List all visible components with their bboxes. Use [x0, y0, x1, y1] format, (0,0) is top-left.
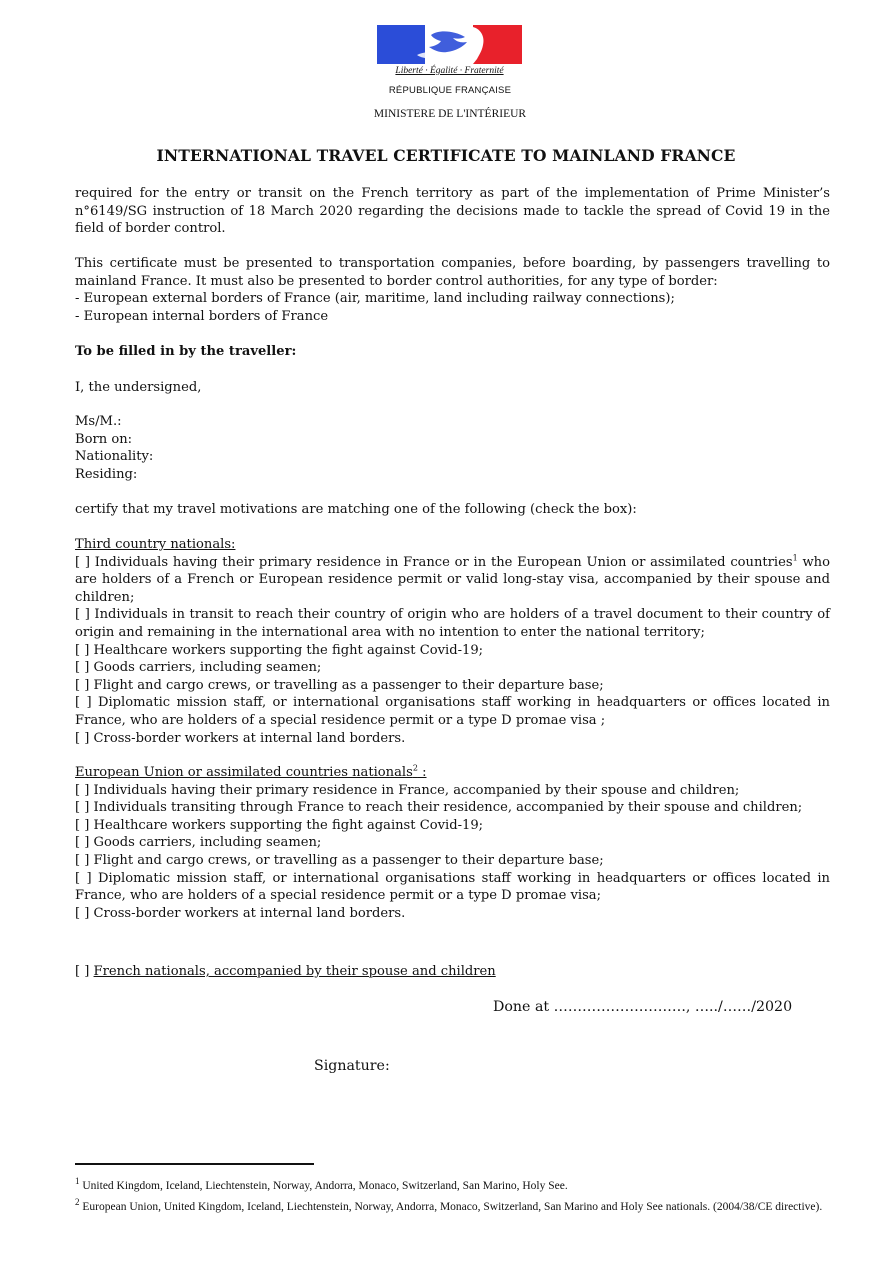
checkbox-item[interactable]: [ ] Cross-border workers at internal land borders. [75, 730, 406, 746]
footnote-2: $^2$ European Union, United Kingdom, Iceland, Liechtenstein, Norway, Andorra, Monaco, Switzerland, San Marino and Holy See nationals. (2004/38/CE directive). [75, 1197, 823, 1213]
done-at-field[interactable]: Done at ………………………., …../……/2020 [493, 999, 793, 1015]
traveller-heading: To be filled in by the traveller: [75, 344, 297, 359]
signature-field[interactable]: Signature: [314, 1058, 390, 1074]
checkbox-item[interactable]: [ ] Flight and cargo crews, or travelling as a passenger to their departure base; [75, 677, 604, 693]
third-country-heading: Third country nationals: [75, 537, 236, 552]
presentation-text: This certificate must be presented to transportation companies, before boarding, by passengers travelling to mainland France. It must also be presented to border control authorities, for any type of border: [75, 256, 830, 289]
checkbox-item[interactable]: [ ] Individuals in transit to reach their country of origin who are holders of a travel document to their country of origin and remaining in the international area with no intention to enter the national territory; [75, 607, 830, 640]
border-item: - European external borders of France (air, maritime, land including railway connections); [75, 291, 675, 307]
third-country-section [75, 536, 830, 747]
checkbox-item[interactable]: [ ] Diplomatic mission staff, or international organisations staff working in headquarters or offices located in France, who are holders of a special residence permit or a type D promae visa; [75, 870, 830, 904]
checkbox-item[interactable]: [ ] Cross-border workers at internal land borders. [75, 905, 406, 921]
checkbox-item[interactable]: [ ] Goods carriers, including seamen; [75, 835, 322, 851]
intro-paragraph: required for the entry or transit on the French territory as part of the implementation of Prime Minister’s n°6149/SG instruction of 18 March 2020 regarding the decisions made to tackle the spread of Covid 19 in the field of border control. [75, 186, 830, 237]
name-field[interactable]: Ms/M.: [75, 414, 122, 429]
eu-nationals-section [75, 764, 830, 922]
footnote-1: $^1$ United Kingdom, Iceland, Liechtenstein, Norway, Andorra, Monaco, Switzerland, San Marino, Holy See. [75, 1176, 568, 1192]
french-nationals-item[interactable]: [ ] French nationals, accompanied by their spouse and children [75, 964, 496, 979]
marianne-logo [377, 25, 522, 64]
ministry-name: MINISTERE DE L'INTÉRIEUR [373, 108, 527, 120]
border-item: - European internal borders of France [75, 308, 329, 324]
residence-field[interactable]: Residing: [75, 466, 138, 482]
checkbox-item[interactable]: [ ] Individuals having their primary residence in France or in the European Union or assimilated countries$^1$ who are holders of a French or European residence permit or valid long-stay visa, accompanied by their spouse and children; [75, 553, 830, 605]
nationality-field[interactable]: Nationality: [75, 449, 154, 465]
checkbox-item[interactable]: [ ] Diplomatic mission staff, or international organisations staff working in headquarters or offices located in France, who are holders of a special residence permit or a type D promae visa ; [75, 695, 830, 728]
checkbox-item[interactable]: [ ] Individuals transiting through France to reach their residence, accompanied by their spouse and children; [75, 800, 803, 816]
republic-name: RÉPUBLIQUE FRANÇAISE [388, 85, 512, 96]
certify-text: certify that my travel motivations are matching one of the following (check the box): [75, 502, 637, 517]
checkbox-item[interactable]: [ ] Individuals having their primary residence in France, accompanied by their spouse and children; [75, 782, 740, 798]
checkbox-item[interactable]: [ ] Healthcare workers supporting the fight against Covid-19; [75, 642, 484, 658]
checkbox-item[interactable]: [ ] Flight and cargo crews, or travelling as a passenger to their departure base; [75, 852, 604, 868]
birth-date-field[interactable]: Born on: [75, 431, 133, 447]
checkbox-item[interactable]: [ ] Goods carriers, including seamen; [75, 660, 322, 676]
traveller-fields [75, 413, 830, 483]
checkbox-item[interactable]: [ ] Healthcare workers supporting the fight against Covid-19; [75, 817, 484, 833]
eu-nationals-heading: European Union or assimilated countries nationals$^2$ : [75, 763, 427, 780]
republic-motto: Liberté · Égalité · Fraternité [395, 66, 504, 76]
presentation-paragraph [75, 255, 830, 325]
undersigned-text: I, the undersigned, [75, 380, 202, 395]
footnote-divider [75, 1163, 314, 1165]
document-title: INTERNATIONAL TRAVEL CERTIFICATE TO MAINLAND FRANCE [156, 146, 736, 165]
